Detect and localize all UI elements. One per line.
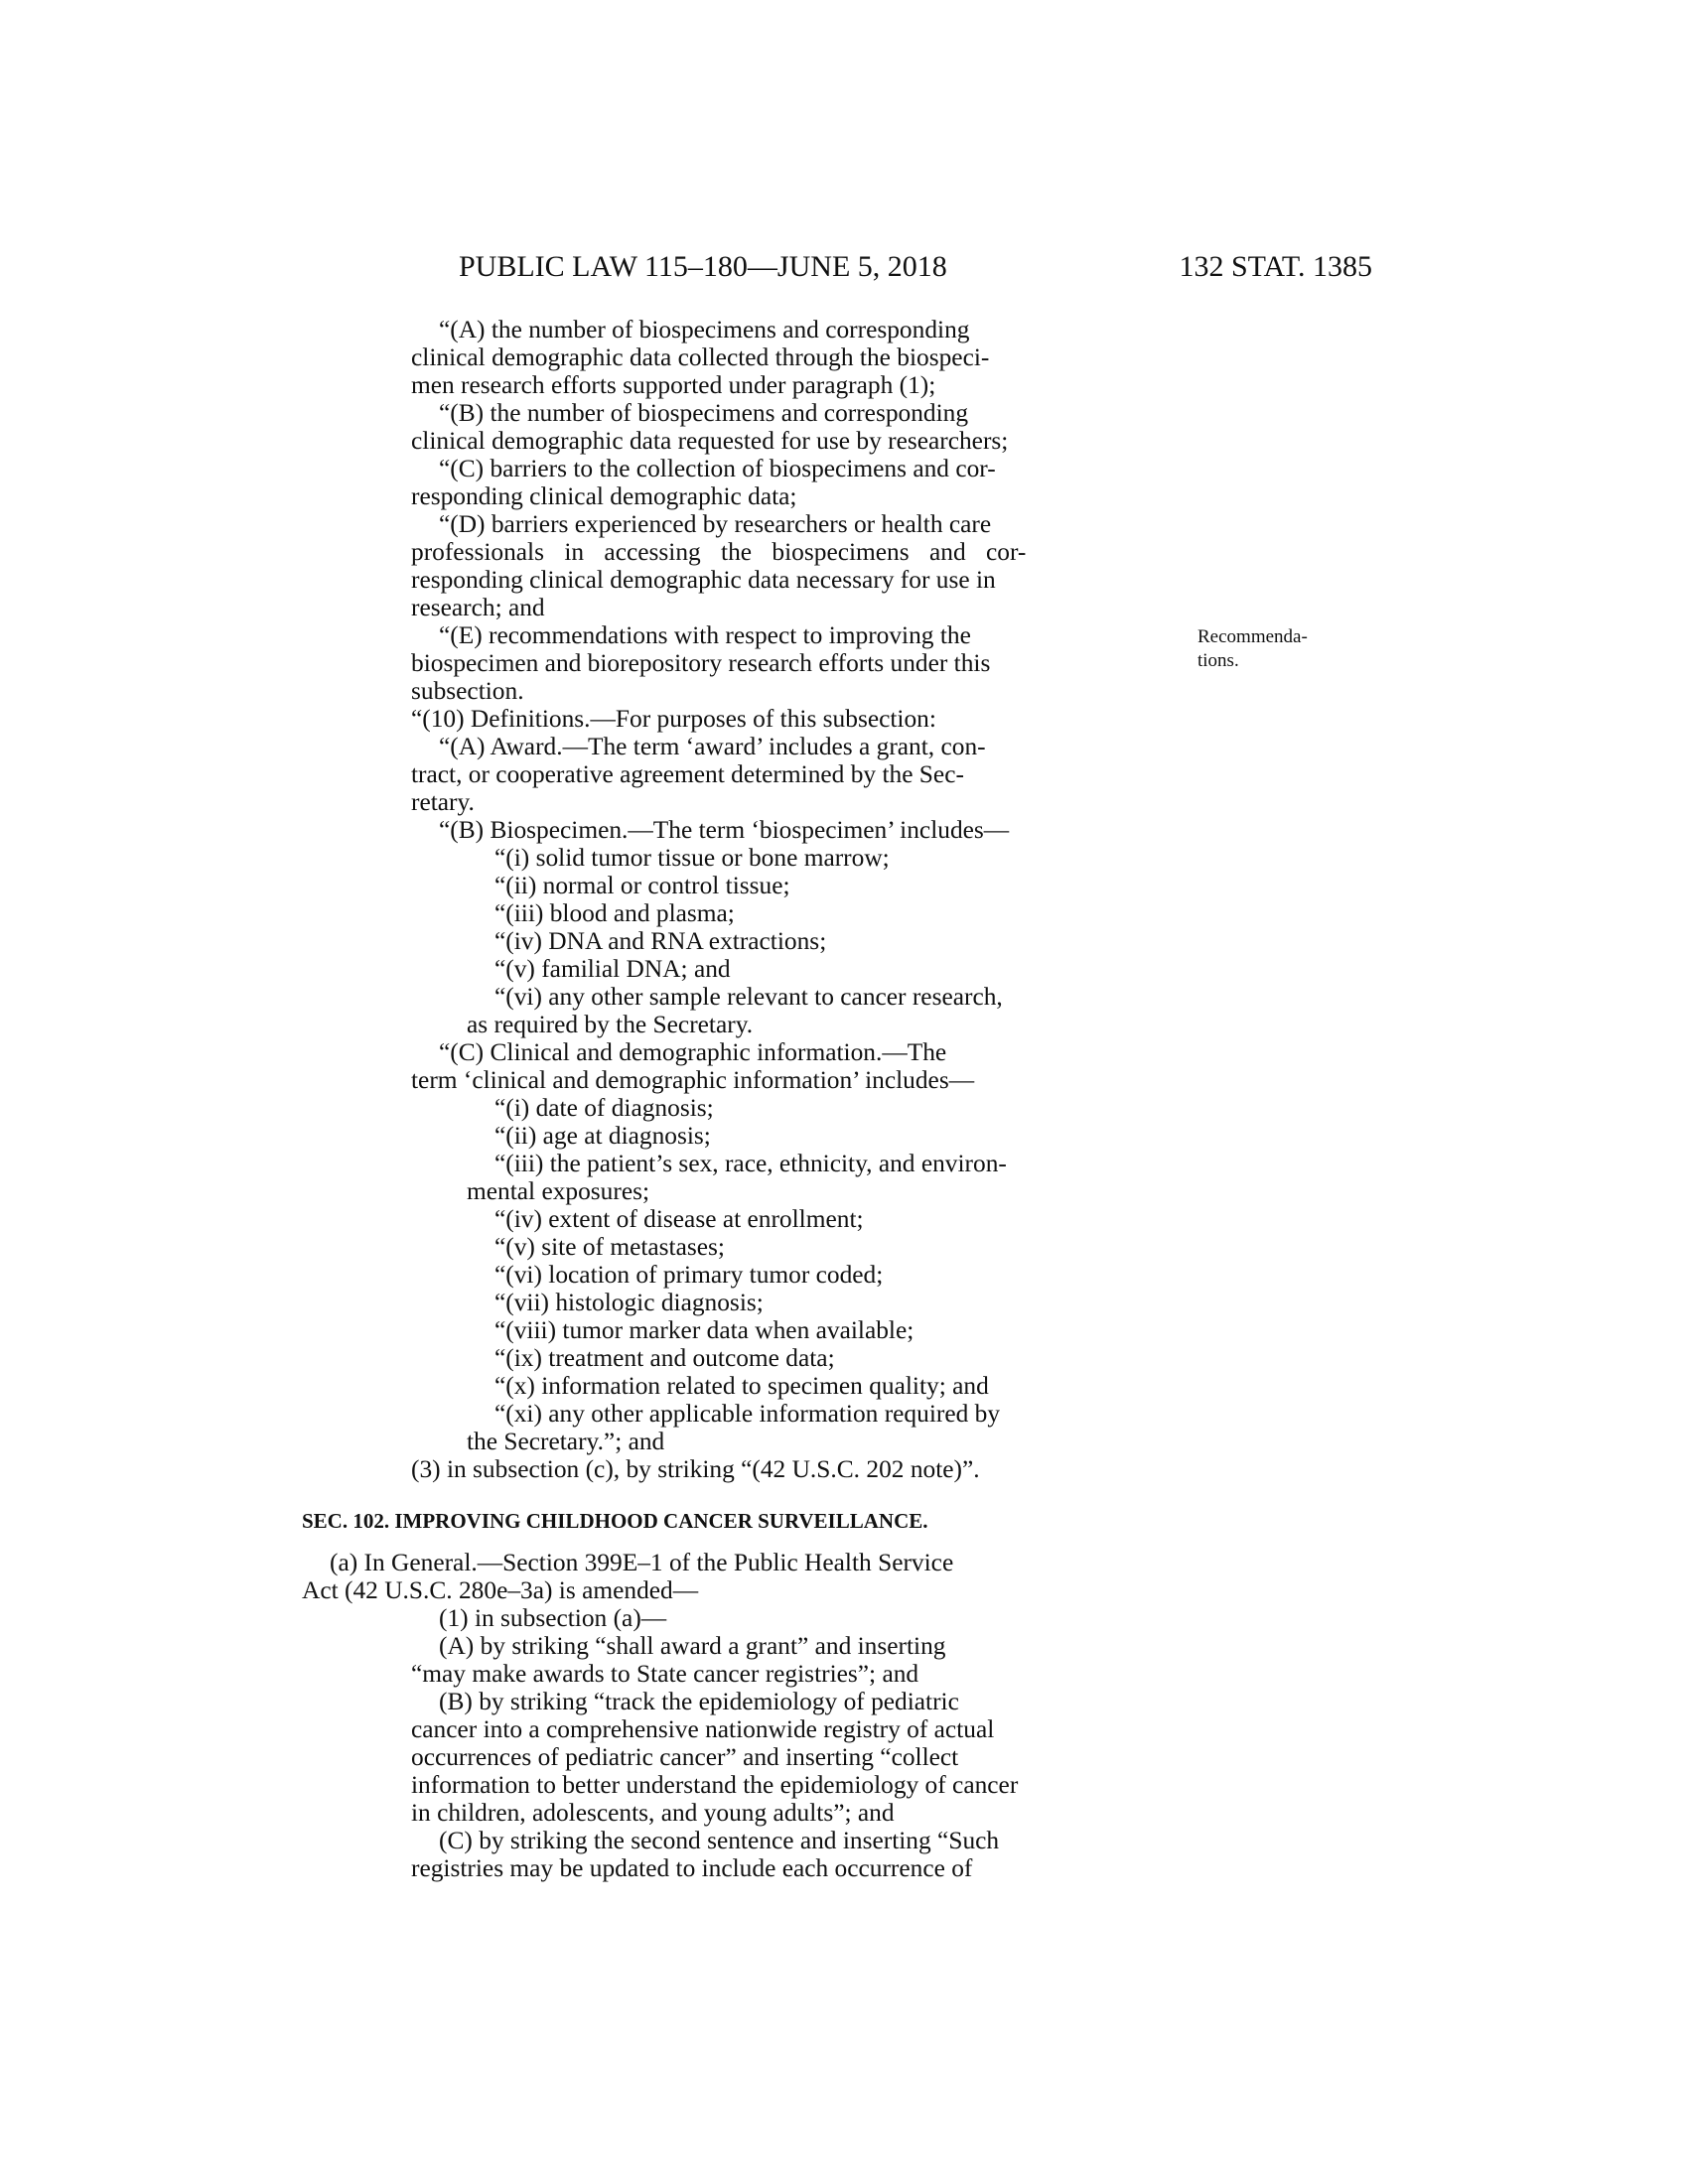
text-line: “(A) Award.—The term ‘award’ includes a grant, con- xyxy=(439,733,986,760)
text-line: as required by the Secretary. xyxy=(467,1011,754,1038)
text-line: (B) by striking “track the epidemiology of pediatric xyxy=(439,1688,959,1715)
text-line: (a) In General.—Section 399E–1 of the Public Health Service xyxy=(330,1549,954,1576)
text-line: cancer into a comprehensive nationwide registry of actual xyxy=(411,1715,995,1743)
text-line: tract, or cooperative agreement determined by the Sec- xyxy=(411,760,964,788)
text-line: responding clinical demographic data; xyxy=(411,482,797,510)
header-public-law: PUBLIC LAW 115–180—JUNE 5, 2018 xyxy=(459,250,947,283)
text-line: responding clinical demographic data necessary for use in xyxy=(411,566,996,594)
text-line: clinical demographic data requested for use by researchers; xyxy=(411,427,1009,455)
text-line: retary. xyxy=(411,788,475,816)
text-line: registries may be updated to include each occurrence of xyxy=(411,1854,973,1882)
text-line: “(iv) extent of disease at enrollment; xyxy=(494,1205,864,1233)
text-line: “(D) barriers experienced by researchers or health care xyxy=(439,510,992,538)
text-line: “(ix) treatment and outcome data; xyxy=(494,1344,835,1372)
text-line: “(vi) location of primary tumor coded; xyxy=(494,1261,884,1289)
text-line: subsection. xyxy=(411,677,524,705)
text-line: “(viii) tumor marker data when available; xyxy=(494,1316,914,1344)
text-line: mental exposures; xyxy=(467,1177,650,1205)
text-line: professionals in accessing the biospecimens and cor- xyxy=(411,538,1027,566)
text-line: men research efforts supported under paragraph (1); xyxy=(411,371,936,399)
text-line: “(ii) age at diagnosis; xyxy=(494,1122,711,1150)
text-line: “(iii) the patient’s sex, race, ethnicity, and environ- xyxy=(494,1150,1007,1177)
text-line: “(B) the number of biospecimens and corresponding xyxy=(439,399,969,427)
text-line: Act (42 U.S.C. 280e–3a) is amended— xyxy=(302,1576,699,1604)
text-line: “(A) the number of biospecimens and corresponding xyxy=(439,316,970,343)
text-line: “(i) solid tumor tissue or bone marrow; xyxy=(494,844,890,872)
text-line: “(E) recommendations with respect to improving the xyxy=(439,621,971,649)
margin-note-recommendations xyxy=(1197,625,1336,673)
text-line: the Secretary.”; and xyxy=(467,1428,665,1455)
text-line: “(x) information related to specimen quality; and xyxy=(494,1372,989,1400)
text-line: research; and xyxy=(411,594,545,621)
margin-note-line: tions. xyxy=(1197,650,1239,671)
text-line: “(vii) histologic diagnosis; xyxy=(494,1289,764,1316)
text-line: term ‘clinical and demographic information’ includes— xyxy=(411,1066,975,1094)
text-line: (C) by striking the second sentence and inserting “Such xyxy=(439,1827,1000,1854)
text-line: clinical demographic data collected through the biospeci- xyxy=(411,343,990,371)
text-line: “(iii) blood and plasma; xyxy=(494,899,735,927)
text-line: “(iv) DNA and RNA extractions; xyxy=(494,927,827,955)
text-line: in children, adolescents, and young adults”; and xyxy=(411,1799,895,1827)
header-stat-page: 132 STAT. 1385 xyxy=(1179,250,1372,283)
text-line: “(B) Biospecimen.—The term ‘biospecimen’ includes— xyxy=(439,816,1010,844)
text-line: “(vi) any other sample relevant to cancer research, xyxy=(494,983,1003,1011)
text-line: “(v) site of metastases; xyxy=(494,1233,725,1261)
section-body xyxy=(302,1549,1176,1882)
body-text xyxy=(411,316,1176,1483)
text-line: “(ii) normal or control tissue; xyxy=(494,872,790,899)
text-line: information to better understand the epidemiology of cancer xyxy=(411,1771,1019,1799)
margin-note-line: Recommenda- xyxy=(1197,626,1308,647)
text-line: occurrences of pediatric cancer” and inserting “collect xyxy=(411,1743,959,1771)
text-line: (A) by striking “shall award a grant” and inserting xyxy=(439,1632,946,1660)
page-header xyxy=(459,246,1372,288)
text-line: “(i) date of diagnosis; xyxy=(494,1094,714,1122)
text-line: biospecimen and biorepository research efforts under this xyxy=(411,649,991,677)
section-heading: SEC. 102. IMPROVING CHILDHOOD CANCER SURVEILLANCE. xyxy=(302,1509,928,1533)
text-line: “(10) Definitions.—For purposes of this subsection: xyxy=(411,705,936,733)
text-line: “(v) familial DNA; and xyxy=(494,955,731,983)
text-line: (3) in subsection (c), by striking “(42 U.S.C. 202 note)”. xyxy=(411,1455,980,1483)
text-line: “may make awards to State cancer registries”; and xyxy=(411,1660,919,1688)
text-line: “(C) barriers to the collection of biospecimens and cor- xyxy=(439,455,996,482)
text-line: “(C) Clinical and demographic information.—The xyxy=(439,1038,947,1066)
text-line: (1) in subsection (a)— xyxy=(439,1604,667,1632)
text-line: “(xi) any other applicable information required by xyxy=(494,1400,1001,1428)
